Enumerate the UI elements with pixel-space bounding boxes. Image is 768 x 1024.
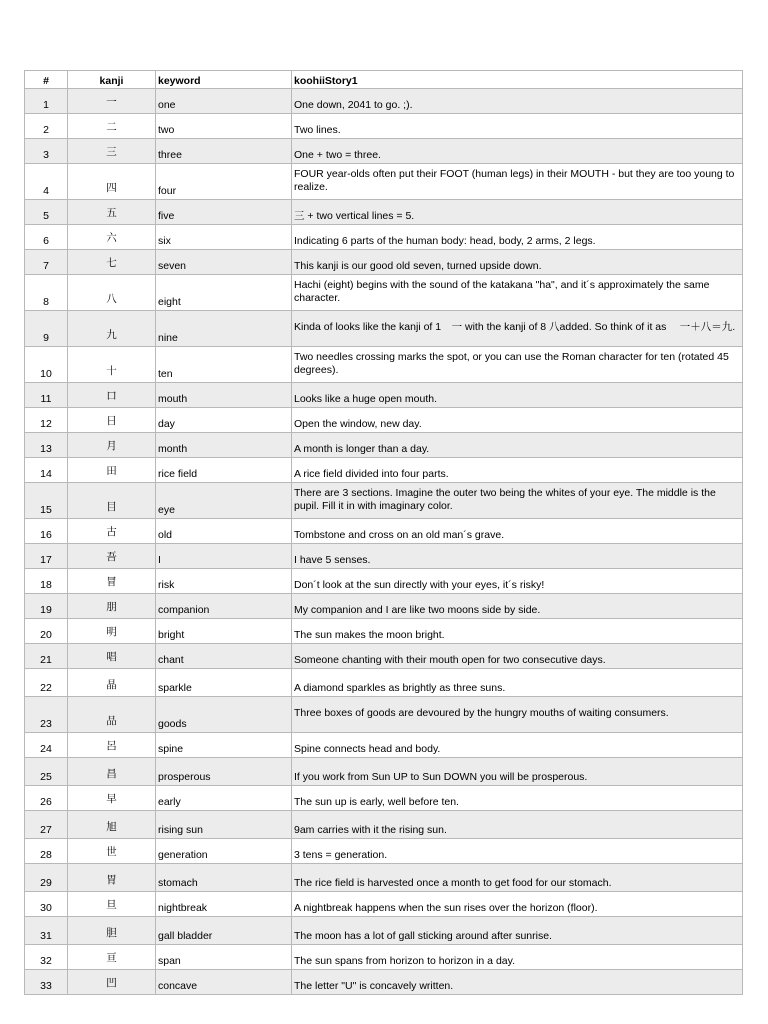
row-kanji: 五 bbox=[68, 200, 156, 225]
row-keyword: companion bbox=[156, 594, 292, 619]
row-number: 18 bbox=[25, 569, 68, 594]
row-kanji: 品 bbox=[68, 697, 156, 733]
row-number: 19 bbox=[25, 594, 68, 619]
row-number: 4 bbox=[25, 164, 68, 200]
row-number: 3 bbox=[25, 139, 68, 164]
row-kanji: 早 bbox=[68, 786, 156, 811]
table-row bbox=[25, 733, 743, 758]
row-number: 22 bbox=[25, 669, 68, 697]
table-row bbox=[25, 786, 743, 811]
row-story: A diamond sparkles as brightly as three suns. bbox=[292, 669, 743, 697]
row-story: The sun up is early, well before ten. bbox=[292, 786, 743, 811]
row-story: I have 5 senses. bbox=[292, 544, 743, 569]
table-row bbox=[25, 864, 743, 892]
row-keyword: mouth bbox=[156, 383, 292, 408]
row-keyword: one bbox=[156, 89, 292, 114]
row-keyword: old bbox=[156, 519, 292, 544]
table-row bbox=[25, 275, 743, 311]
table-row bbox=[25, 383, 743, 408]
row-keyword: chant bbox=[156, 644, 292, 669]
row-keyword: stomach bbox=[156, 864, 292, 892]
row-story: 3 tens = generation. bbox=[292, 839, 743, 864]
row-story: A month is longer than a day. bbox=[292, 433, 743, 458]
row-kanji: 月 bbox=[68, 433, 156, 458]
table-row bbox=[25, 839, 743, 864]
table-row bbox=[25, 619, 743, 644]
row-number: 8 bbox=[25, 275, 68, 311]
row-number: 26 bbox=[25, 786, 68, 811]
row-keyword: bright bbox=[156, 619, 292, 644]
row-kanji: 胃 bbox=[68, 864, 156, 892]
row-keyword: nine bbox=[156, 311, 292, 347]
row-kanji: 口 bbox=[68, 383, 156, 408]
row-kanji: 亘 bbox=[68, 945, 156, 970]
row-story: Indicating 6 parts of the human body: head, body, 2 arms, 2 legs. bbox=[292, 225, 743, 250]
table-row bbox=[25, 250, 743, 275]
row-number: 31 bbox=[25, 917, 68, 945]
row-number: 32 bbox=[25, 945, 68, 970]
row-kanji: 十 bbox=[68, 347, 156, 383]
row-story: Three boxes of goods are devoured by the hungry mouths of waiting consumers. bbox=[292, 697, 743, 733]
row-number: 33 bbox=[25, 970, 68, 995]
row-kanji: 朋 bbox=[68, 594, 156, 619]
row-story: Hachi (eight) begins with the sound of the katakana "ha", and it´s approximately the same character. bbox=[292, 275, 743, 311]
row-keyword: four bbox=[156, 164, 292, 200]
table-row bbox=[25, 970, 743, 995]
table-row bbox=[25, 669, 743, 697]
table-row bbox=[25, 114, 743, 139]
row-kanji: 世 bbox=[68, 839, 156, 864]
row-number: 2 bbox=[25, 114, 68, 139]
row-story: Don´t look at the sun directly with your eyes, it´s risky! bbox=[292, 569, 743, 594]
table-row bbox=[25, 544, 743, 569]
row-kanji: 吾 bbox=[68, 544, 156, 569]
row-story: Two lines. bbox=[292, 114, 743, 139]
table-row bbox=[25, 811, 743, 839]
row-number: 24 bbox=[25, 733, 68, 758]
row-number: 14 bbox=[25, 458, 68, 483]
row-kanji: 古 bbox=[68, 519, 156, 544]
row-keyword: six bbox=[156, 225, 292, 250]
row-story: One down, 2041 to go. ;). bbox=[292, 89, 743, 114]
row-kanji: 呂 bbox=[68, 733, 156, 758]
table-row bbox=[25, 892, 743, 917]
table-row bbox=[25, 311, 743, 347]
row-story: A rice field divided into four parts. bbox=[292, 458, 743, 483]
row-number: 17 bbox=[25, 544, 68, 569]
row-keyword: early bbox=[156, 786, 292, 811]
row-number: 11 bbox=[25, 383, 68, 408]
table-row bbox=[25, 483, 743, 519]
row-story: The letter "U" is concavely written. bbox=[292, 970, 743, 995]
row-keyword: two bbox=[156, 114, 292, 139]
row-kanji: 昌 bbox=[68, 758, 156, 786]
kanji-table bbox=[24, 70, 743, 995]
row-keyword: eye bbox=[156, 483, 292, 519]
header-row bbox=[25, 71, 743, 89]
row-kanji: 七 bbox=[68, 250, 156, 275]
row-kanji: 田 bbox=[68, 458, 156, 483]
row-keyword: rising sun bbox=[156, 811, 292, 839]
row-keyword: three bbox=[156, 139, 292, 164]
row-story: A nightbreak happens when the sun rises over the horizon (floor). bbox=[292, 892, 743, 917]
row-story: Two needles crossing marks the spot, or you can use the Roman character for ten (rotated 45 degrees). bbox=[292, 347, 743, 383]
row-story: Kinda of looks like the kanji of 1 一 with the kanji of 8 八added. So think of it as 一＋八＝九. bbox=[292, 311, 743, 347]
row-keyword: concave bbox=[156, 970, 292, 995]
table-row bbox=[25, 89, 743, 114]
row-number: 21 bbox=[25, 644, 68, 669]
table-row bbox=[25, 697, 743, 733]
row-kanji: 冒 bbox=[68, 569, 156, 594]
row-story: If you work from Sun UP to Sun DOWN you will be prosperous. bbox=[292, 758, 743, 786]
table-row bbox=[25, 569, 743, 594]
row-kanji: 六 bbox=[68, 225, 156, 250]
table-row bbox=[25, 458, 743, 483]
row-number: 9 bbox=[25, 311, 68, 347]
table-row bbox=[25, 347, 743, 383]
row-kanji: 一 bbox=[68, 89, 156, 114]
table-row bbox=[25, 408, 743, 433]
row-story: FOUR year-olds often put their FOOT (human legs) in their MOUTH - but they are too young to realize. bbox=[292, 164, 743, 200]
row-kanji: 明 bbox=[68, 619, 156, 644]
row-number: 27 bbox=[25, 811, 68, 839]
row-number: 10 bbox=[25, 347, 68, 383]
row-kanji: 唱 bbox=[68, 644, 156, 669]
row-story: Open the window, new day. bbox=[292, 408, 743, 433]
row-keyword: generation bbox=[156, 839, 292, 864]
table-row bbox=[25, 917, 743, 945]
row-story: There are 3 sections. Imagine the outer two being the whites of your eye. The middle is the pupil. Fill it in with imaginary color. bbox=[292, 483, 743, 519]
row-story: Tombstone and cross on an old man´s grave. bbox=[292, 519, 743, 544]
row-number: 7 bbox=[25, 250, 68, 275]
row-story: The rice field is harvested once a month to get food for our stomach. bbox=[292, 864, 743, 892]
row-story: Someone chanting with their mouth open for two consecutive days. bbox=[292, 644, 743, 669]
row-number: 1 bbox=[25, 89, 68, 114]
row-keyword: seven bbox=[156, 250, 292, 275]
row-number: 6 bbox=[25, 225, 68, 250]
row-keyword: I bbox=[156, 544, 292, 569]
row-kanji: 旦 bbox=[68, 892, 156, 917]
row-kanji: 二 bbox=[68, 114, 156, 139]
header-num: # bbox=[25, 71, 68, 89]
table-row bbox=[25, 644, 743, 669]
row-story: One + two = three. bbox=[292, 139, 743, 164]
row-keyword: sparkle bbox=[156, 669, 292, 697]
header-kanji: kanji bbox=[68, 71, 156, 89]
row-story: The moon has a lot of gall sticking around after sunrise. bbox=[292, 917, 743, 945]
row-number: 13 bbox=[25, 433, 68, 458]
row-story: The sun spans from horizon to horizon in a day. bbox=[292, 945, 743, 970]
row-keyword: rice field bbox=[156, 458, 292, 483]
row-story: The sun makes the moon bright. bbox=[292, 619, 743, 644]
row-kanji: 目 bbox=[68, 483, 156, 519]
row-kanji: 三 bbox=[68, 139, 156, 164]
row-keyword: nightbreak bbox=[156, 892, 292, 917]
row-keyword: spine bbox=[156, 733, 292, 758]
row-story: Looks like a huge open mouth. bbox=[292, 383, 743, 408]
row-kanji: 四 bbox=[68, 164, 156, 200]
row-kanji: 日 bbox=[68, 408, 156, 433]
row-keyword: span bbox=[156, 945, 292, 970]
row-keyword: gall bladder bbox=[156, 917, 292, 945]
row-number: 29 bbox=[25, 864, 68, 892]
row-keyword: goods bbox=[156, 697, 292, 733]
table-row bbox=[25, 225, 743, 250]
row-keyword: ten bbox=[156, 347, 292, 383]
row-keyword: eight bbox=[156, 275, 292, 311]
row-story: 9am carries with it the rising sun. bbox=[292, 811, 743, 839]
row-keyword: day bbox=[156, 408, 292, 433]
table-row bbox=[25, 139, 743, 164]
table-row bbox=[25, 758, 743, 786]
table-row bbox=[25, 200, 743, 225]
row-number: 15 bbox=[25, 483, 68, 519]
row-number: 5 bbox=[25, 200, 68, 225]
row-story: 三 + two vertical lines = 5. bbox=[292, 200, 743, 225]
row-kanji: 晶 bbox=[68, 669, 156, 697]
row-keyword: month bbox=[156, 433, 292, 458]
header-keyword: keyword bbox=[156, 71, 292, 89]
row-number: 25 bbox=[25, 758, 68, 786]
row-keyword: risk bbox=[156, 569, 292, 594]
row-number: 12 bbox=[25, 408, 68, 433]
row-number: 16 bbox=[25, 519, 68, 544]
row-story: This kanji is our good old seven, turned upside down. bbox=[292, 250, 743, 275]
row-number: 23 bbox=[25, 697, 68, 733]
row-number: 30 bbox=[25, 892, 68, 917]
row-kanji: 旭 bbox=[68, 811, 156, 839]
row-kanji: 九 bbox=[68, 311, 156, 347]
row-keyword: five bbox=[156, 200, 292, 225]
header-story: koohiiStory1 bbox=[292, 71, 743, 89]
table-row bbox=[25, 433, 743, 458]
row-kanji: 胆 bbox=[68, 917, 156, 945]
row-story: My companion and I are like two moons side by side. bbox=[292, 594, 743, 619]
row-keyword: prosperous bbox=[156, 758, 292, 786]
table-row bbox=[25, 519, 743, 544]
row-number: 28 bbox=[25, 839, 68, 864]
table-row bbox=[25, 945, 743, 970]
row-kanji: 凹 bbox=[68, 970, 156, 995]
table-row bbox=[25, 594, 743, 619]
row-story: Spine connects head and body. bbox=[292, 733, 743, 758]
table-row bbox=[25, 164, 743, 200]
row-number: 20 bbox=[25, 619, 68, 644]
row-kanji: 八 bbox=[68, 275, 156, 311]
